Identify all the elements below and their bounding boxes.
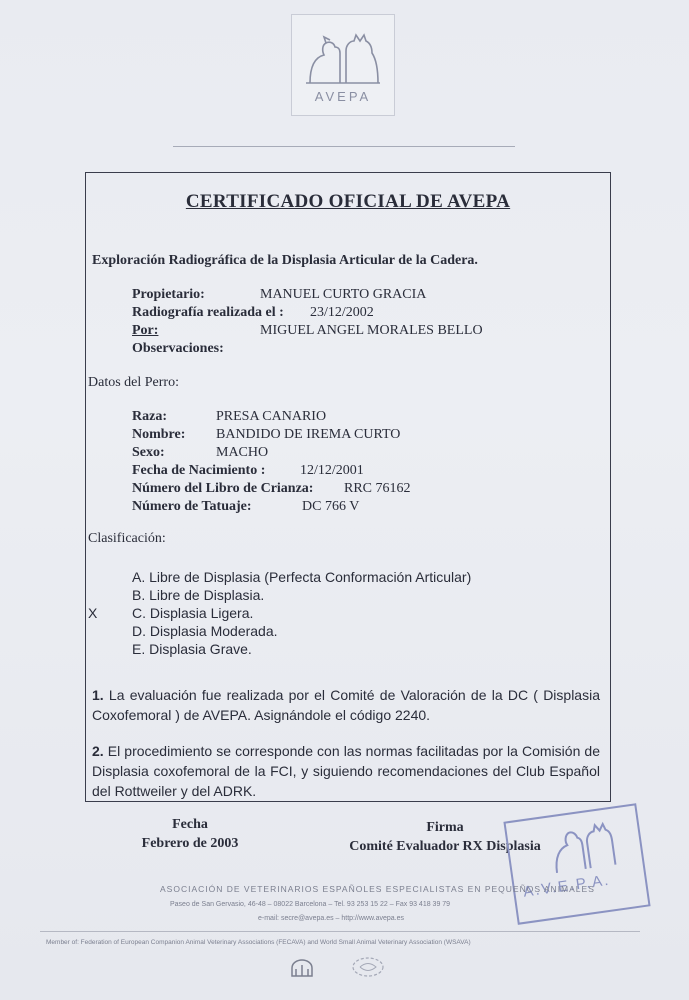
note-1 [92,685,600,725]
membership-line: Member of: Federation of European Companion Animal Veterinary Associations (FECAVA) and World Small Animal Veterinary Association (WSAVA) [46,939,471,946]
selected-mark: X [88,605,98,621]
note-1-text: La evaluación fue realizada por el Comité de Valoración de la DC ( Displasia Coxofemoral ) de AVEPA. Asignándole el código 2240. [92,687,600,723]
classification-a: A. Libre de Displasia (Perfecta Conformación Articular) [132,569,472,585]
sex-value: MACHO [216,445,269,460]
classification-e: E. Displasia Grave. [132,641,252,657]
association-address: Paseo de San Gervasio, 46-48 – 08022 Barcelona – Tel. 93 253 15 22 – Fax 93 418 39 79 [170,901,451,908]
owner-value: MANUEL CURTO GRACIA [260,287,427,302]
date-value: Febrero de 2003 [141,836,239,851]
breeding-book-label: Número del Libro de Crianza: [132,481,314,496]
classification-c: C. Displasia Ligera. [132,605,254,621]
dog-section-label: Datos del Perro: [88,375,179,390]
xray-date-label: Radiografía realizada el : [132,305,284,320]
footer-divider [40,931,640,932]
birth-date-label: Fecha de Nacimiento : [132,463,266,478]
breeding-book-value: RRC 76162 [344,481,411,496]
date-label: Fecha [172,817,208,832]
classification-b: B. Libre de Displasia. [132,587,265,603]
note-2-text: El procedimiento se corresponde con las normas facilitadas por la Comisión de Displasia coxofemoral de la FCI, y siguiendo recomendaciones del Club Español del Rottweiler y del ADRK. [92,743,601,799]
note-2 [92,741,600,801]
date-block [140,817,240,852]
dog-name-label: Nombre: [132,427,186,442]
observations-label: Observaciones: [132,341,224,356]
breed-value: PRESA CANARIO [216,409,327,424]
divider [173,146,515,147]
classification-label: Clasificación: [88,531,166,546]
sex-label: Sexo: [132,445,165,460]
wsava-logo-icon [350,956,386,983]
avepa-stamp [503,803,650,925]
classification-d: D. Displasia Moderada. [132,623,278,639]
certificate-box [85,172,611,802]
note-1-number: 1. [92,687,104,703]
logo-text: AVEPA [314,89,372,104]
birth-date-value: 12/12/2001 [300,463,364,478]
signature-value: Comité Evaluador RX Displasia [349,839,541,854]
fecava-logo-icon [290,958,314,983]
owner-label: Propietario: [132,287,205,302]
tattoo-value: DC 766 V [302,499,360,514]
stamp-logo-icon [506,805,649,922]
association-name: ASOCIACIÓN DE VETERINARIOS ESPAÑOLES ESPECIALISTAS EN PEQUEÑOS ANIMALES [160,884,595,894]
dog-cat-logo-icon [302,25,384,87]
xray-date-value: 23/12/2002 [310,305,374,320]
certificate-title: CERTIFICADO OFICIAL DE AVEPA [185,191,511,212]
stamp-text: A.V.E.P.A. [522,871,612,901]
signature-label: Firma [426,820,464,835]
note-2-number: 2. [92,743,104,759]
by-label: Por: [132,323,159,338]
breed-label: Raza: [132,409,167,424]
association-web: e-mail: secre@avepa.es – http://www.avepa.es [258,915,405,922]
tattoo-label: Número de Tatuaje: [132,499,252,514]
by-value: MIGUEL ANGEL MORALES BELLO [260,323,483,338]
avepa-logo [291,14,395,116]
dog-name-value: BANDIDO DE IREMA CURTO [216,427,401,442]
certificate-subtitle: Exploración Radiográfica de la Displasia Articular de la Cadera. [92,253,478,268]
